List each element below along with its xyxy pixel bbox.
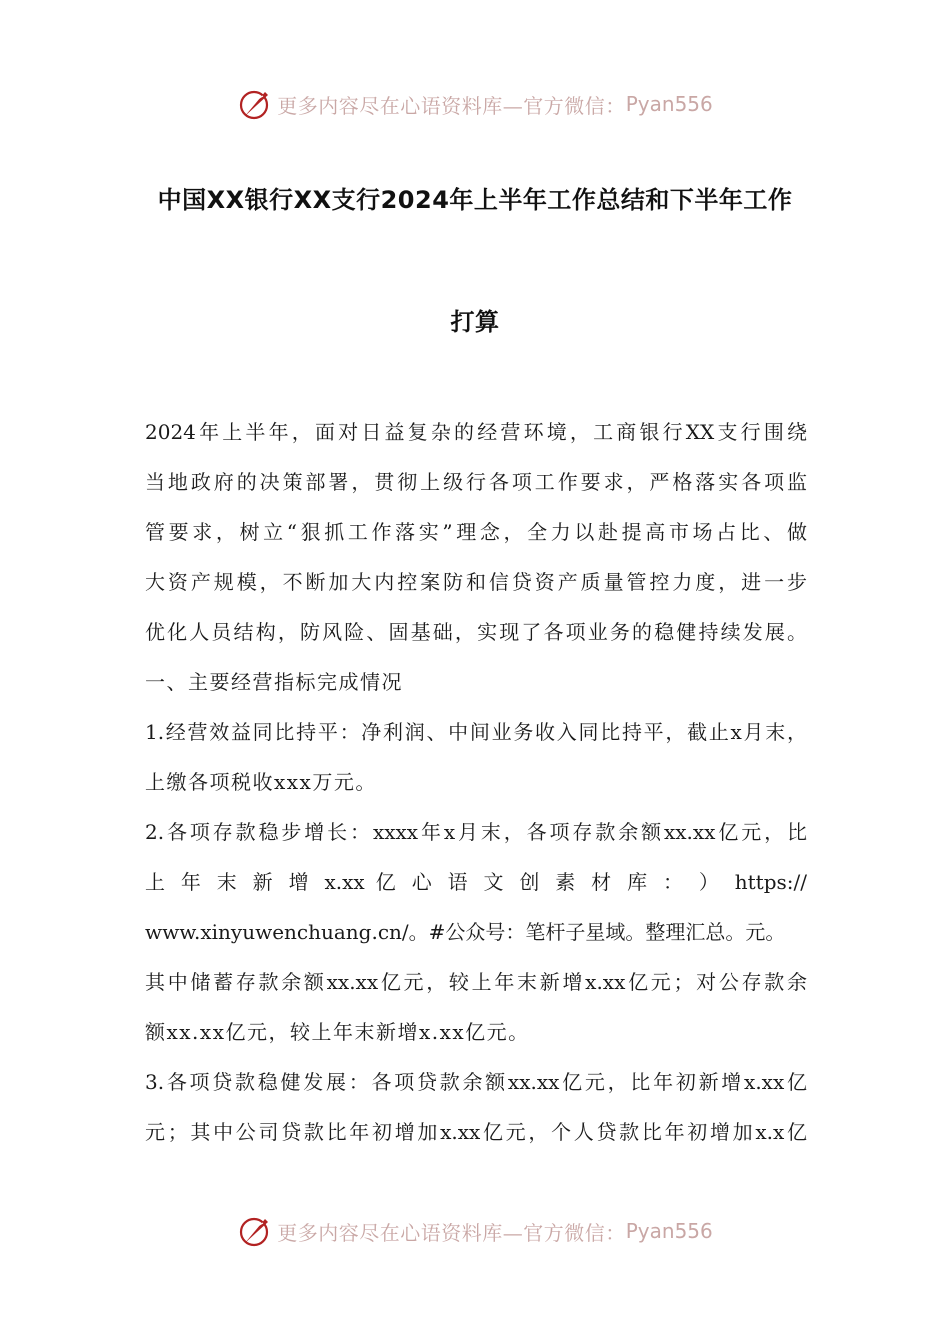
body-line: 管要求，树立“狠抓工作落实”理念，全力以赴提高市场占比、做 [145,520,807,544]
document-title-line-2: 打算 [450,308,500,336]
body-line: 大资产规模，不断加大内控案防和信贷资产质量管控力度，进一步 [145,570,807,594]
body-line: www.xinyuwenchuang.cn/。#公众号：笔杆子星域。整理汇总。元。 [145,920,786,944]
watermark-banner-top [0,84,950,124]
body-line: 优化人员结构，防风险、固基础，实现了各项业务的稳健持续发展。 [145,620,807,644]
body-line: 其中储蓄存款余额xx.xx亿元，较上年末新增x.xx亿元；对公存款余 [145,970,807,994]
quill-logo-icon [237,1213,273,1249]
quill-logo-icon [237,86,273,122]
watermark-wechat-id: Pyan556 [625,1219,713,1243]
body-line: 额xx.xx亿元，较上年末新增x.xx亿元。 [145,1020,530,1044]
body-line: 1.经营效益同比持平：净利润、中间业务收入同比持平，截止x月末， [145,720,807,744]
body-line: 元；其中公司贷款比年初增加x.xx亿元，个人贷款比年初增加x.x亿 [145,1120,807,1144]
body-line: 3.各项贷款稳健发展：各项贷款余额xx.xx亿元，比年初新增x.xx亿 [145,1070,807,1094]
document-body [145,412,807,1162]
body-line: 2.各项存款稳步增长：xxxx年x月末，各项存款余额xx.xx亿元，比 [145,820,807,844]
document-title-line-1: 中国XX银行XX支行2024年上半年工作总结和下半年工作 [157,186,793,214]
watermark-wechat-id: Pyan556 [625,92,713,116]
body-line: 当地政府的决策部署，贯彻上级行各项工作要求，严格落实各项监 [145,470,807,494]
body-line: 上缴各项税收xxx万元。 [145,770,377,794]
watermark-text: 更多内容尽在心语资料库—官方微信： [277,93,626,118]
section-heading: 一、主要经营指标完成情况 [145,670,403,694]
body-line: 上 年 末 新 增 x.xx 亿 心 语 文 创 素 材 库 ： ） https:// [145,870,807,894]
watermark-banner-bottom [0,1211,950,1251]
body-line: 2024年上半年，面对日益复杂的经营环境，工商银行XX支行围绕 [145,420,807,444]
watermark-text: 更多内容尽在心语资料库—官方微信： [277,1220,626,1245]
